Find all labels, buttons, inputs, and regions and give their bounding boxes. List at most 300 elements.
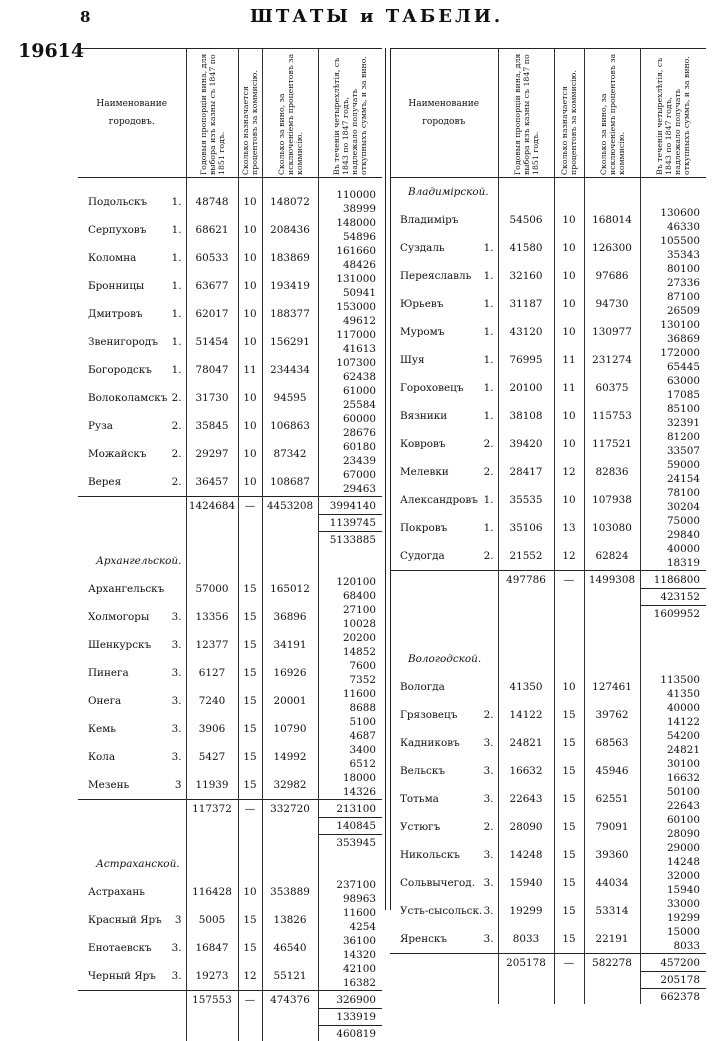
city-class: 3. [172, 723, 186, 735]
table-row [78, 743, 382, 771]
city-name: Кемь [88, 723, 116, 735]
amount-cell: 55121 [262, 962, 318, 991]
city-name: Переяславль [400, 270, 471, 282]
empty-cell [262, 850, 318, 878]
total-proportion: 497786 [498, 571, 554, 589]
city-cell [78, 384, 186, 412]
percent-cell: 10 [238, 188, 262, 216]
four-years-sum-2: 19299 [641, 911, 701, 925]
empty-cell [186, 850, 238, 878]
city-cell [390, 542, 498, 571]
percent-cell: 10 [238, 440, 262, 468]
four-years-sum-1: 59000 [641, 458, 701, 472]
city-name: Можайскъ [88, 448, 147, 460]
city-cell [78, 300, 186, 328]
proportion-cell: 21552 [498, 542, 554, 571]
table-row [78, 659, 382, 687]
city-class: 3. [484, 737, 498, 749]
amount-cell: 22191 [584, 925, 640, 954]
city-name: Верея [88, 476, 121, 488]
percent-cell: 15 [238, 659, 262, 687]
empty-cell [498, 645, 554, 673]
amount-cell: 234434 [262, 356, 318, 384]
empty-cell [640, 645, 706, 673]
four-years-cell [640, 841, 706, 869]
empty-cell [262, 515, 318, 532]
four-years-sum-1: 5100 [319, 715, 377, 729]
four-years-cell [640, 318, 706, 346]
four-years-sum-2: 4254 [319, 920, 377, 934]
left-table-header [78, 49, 382, 178]
proportion-cell: 22643 [498, 785, 554, 813]
proportion-cell: 57000 [186, 575, 238, 603]
empty-cell [584, 178, 640, 207]
proportion-cell: 3906 [186, 715, 238, 743]
city-class: 3. [484, 765, 498, 777]
amount-cell: 39360 [584, 841, 640, 869]
empty-cell [78, 515, 186, 532]
percent-cell: 15 [238, 603, 262, 631]
header-amount: Сколько за вино, за исключеніемъ процентовъ за коммисію. [262, 49, 318, 178]
city-class: 2. [484, 466, 498, 478]
empty-cell [390, 972, 498, 989]
amount-cell: 32982 [262, 771, 318, 800]
percent-cell: 15 [238, 575, 262, 603]
total-proportion: 157553 [186, 991, 238, 1009]
proportion-cell: 6127 [186, 659, 238, 687]
city-cell [390, 206, 498, 234]
percent-cell: 15 [238, 743, 262, 771]
city-cell [390, 374, 498, 402]
total-amount: 1499308 [584, 571, 640, 589]
total-row-2 [78, 818, 382, 835]
four-years-sum-2: 10028 [319, 617, 377, 631]
four-years-cell [318, 440, 382, 468]
empty-cell [186, 532, 238, 548]
four-years-sum-1: 18000 [319, 771, 377, 785]
four-years-cell [640, 262, 706, 290]
city-class: 2. [484, 709, 498, 721]
amount-cell: 44034 [584, 869, 640, 897]
total-sum-1: 326900 [318, 991, 382, 1009]
city-name: Усть-сысольск. [400, 905, 482, 917]
four-years-sum-2: 4687 [319, 729, 377, 743]
amount-cell: 14992 [262, 743, 318, 771]
four-years-sum-1: 42100 [319, 962, 377, 976]
total-sum-2: 1139745 [318, 515, 382, 532]
city-name: Суздаль [400, 242, 445, 254]
four-years-sum-1: 153000 [319, 300, 377, 314]
percent-cell: 11 [238, 356, 262, 384]
proportion-cell: 60533 [186, 244, 238, 272]
percent-cell: 15 [554, 701, 584, 729]
empty-cell [186, 835, 238, 851]
total-percent: — [554, 954, 584, 972]
percent-cell: 15 [554, 813, 584, 841]
percent-cell: 10 [238, 272, 262, 300]
city-name: Александровъ [400, 494, 478, 506]
four-years-cell [640, 897, 706, 925]
table-row [390, 486, 706, 514]
four-years-cell [318, 962, 382, 991]
city-name: Астрахань [88, 886, 145, 898]
four-years-cell [640, 346, 706, 374]
city-class: 1. [484, 382, 498, 394]
city-class: 3. [484, 905, 498, 917]
four-years-cell [640, 514, 706, 542]
proportion-cell: 68621 [186, 216, 238, 244]
percent-cell: 15 [554, 897, 584, 925]
city-cell [78, 934, 186, 962]
four-years-cell [318, 906, 382, 934]
four-years-cell [640, 374, 706, 402]
percent-cell: 15 [554, 841, 584, 869]
table-row [390, 514, 706, 542]
city-class: 1. [484, 326, 498, 338]
grand-total-row [78, 835, 382, 851]
table-row [390, 374, 706, 402]
empty-cell [238, 532, 262, 548]
total-row-2 [78, 515, 382, 532]
table-row [78, 878, 382, 906]
four-years-sum-1: 148000 [319, 216, 377, 230]
proportion-cell: 5427 [186, 743, 238, 771]
proportion-cell: 29297 [186, 440, 238, 468]
proportion-cell: 76995 [498, 346, 554, 374]
total-percent: — [554, 571, 584, 589]
spacer-cell [640, 621, 706, 645]
city-name: Судогда [400, 550, 445, 562]
four-years-sum-1: 11600 [319, 687, 377, 701]
proportion-cell: 24821 [498, 729, 554, 757]
city-cell [78, 603, 186, 631]
total-row [390, 954, 706, 972]
city-class: 3. [172, 970, 186, 982]
proportion-cell: 31187 [498, 290, 554, 318]
empty-cell [78, 818, 186, 835]
empty-cell [186, 515, 238, 532]
table-row [390, 346, 706, 374]
city-class: 3. [484, 933, 498, 945]
total-amount: 332720 [262, 800, 318, 818]
city-name: Руза [88, 420, 113, 432]
four-years-sum-1: 60100 [641, 813, 701, 827]
section-title: Владимірской. [390, 178, 498, 207]
total-row [78, 497, 382, 515]
four-years-sum-2: 23439 [319, 454, 377, 468]
city-cell [78, 328, 186, 356]
empty-cell [554, 589, 584, 606]
four-years-sum-2: 24154 [641, 472, 701, 486]
proportion-cell: 12377 [186, 631, 238, 659]
table-row [78, 715, 382, 743]
four-years-sum-1: 32000 [641, 869, 701, 883]
proportion-cell: 20100 [498, 374, 554, 402]
four-years-sum-2: 62438 [319, 370, 377, 384]
grand-total: 460819 [318, 1026, 382, 1041]
four-years-sum-2: 41350 [641, 687, 701, 701]
four-years-cell [318, 687, 382, 715]
amount-cell: 165012 [262, 575, 318, 603]
proportion-cell: 28417 [498, 458, 554, 486]
city-cell [78, 631, 186, 659]
table-row [78, 440, 382, 468]
proportion-cell: 16632 [498, 757, 554, 785]
percent-cell: 15 [238, 906, 262, 934]
table-row [390, 897, 706, 925]
proportion-cell: 5005 [186, 906, 238, 934]
table-row [78, 468, 382, 497]
empty-cell [186, 818, 238, 835]
city-cell [78, 962, 186, 991]
four-years-cell [640, 701, 706, 729]
proportion-cell: 14248 [498, 841, 554, 869]
four-years-sum-2: 28090 [641, 827, 701, 841]
city-name: Архангельскъ [88, 583, 164, 595]
spacer-cell [318, 178, 382, 189]
city-class: 1. [484, 242, 498, 254]
four-years-sum-2: 26509 [641, 304, 701, 318]
table-row [390, 402, 706, 430]
amount-cell: 62551 [584, 785, 640, 813]
four-years-sum-1: 130100 [641, 318, 701, 332]
city-name: Ковровъ [400, 438, 446, 450]
table-row [78, 412, 382, 440]
amount-cell: 231274 [584, 346, 640, 374]
city-name: Енотаевскъ [88, 942, 152, 954]
table-row [78, 244, 382, 272]
proportion-cell: 43120 [498, 318, 554, 346]
percent-cell: 10 [554, 262, 584, 290]
city-cell [390, 514, 498, 542]
four-years-sum-2: 38999 [319, 202, 377, 216]
total-proportion: 205178 [498, 954, 554, 972]
four-years-sum-2: 14122 [641, 715, 701, 729]
total-sum-1: 1186800 [640, 571, 706, 589]
empty-cell [390, 606, 498, 622]
city-name: Грязовецъ [400, 709, 457, 721]
table-row [78, 934, 382, 962]
city-class: 3. [484, 849, 498, 861]
city-name: Пинега [88, 667, 129, 679]
four-years-sum-1: 107300 [319, 356, 377, 370]
percent-cell: 13 [554, 514, 584, 542]
four-years-cell [318, 216, 382, 244]
spacer-cell [498, 621, 554, 645]
city-class: 1. [484, 494, 498, 506]
percent-cell: 10 [238, 244, 262, 272]
proportion-cell: 35106 [498, 514, 554, 542]
table-row [78, 603, 382, 631]
empty-cell [390, 989, 498, 1005]
percent-cell: 15 [238, 715, 262, 743]
percent-cell: 10 [238, 328, 262, 356]
percent-cell: 10 [238, 300, 262, 328]
page-number: 8 [80, 8, 90, 26]
four-years-cell [640, 430, 706, 458]
city-name: Яренскъ [400, 933, 447, 945]
city-name: Бронницы [88, 280, 144, 292]
city-name: Дмитровъ [88, 308, 143, 320]
grand-total-row [390, 606, 706, 622]
percent-cell: 10 [554, 673, 584, 701]
city-class: 3. [172, 942, 186, 954]
four-years-sum-1: 50100 [641, 785, 701, 799]
proportion-cell: 15940 [498, 869, 554, 897]
four-years-sum-2: 27336 [641, 276, 701, 290]
empty-cell [584, 589, 640, 606]
table-row [78, 328, 382, 356]
percent-cell: 15 [554, 729, 584, 757]
spacer-cell [554, 621, 584, 645]
city-name: Вельскъ [400, 765, 445, 777]
table-row [78, 575, 382, 603]
section-row [390, 645, 706, 673]
four-years-sum-1: 7600 [319, 659, 377, 673]
four-years-sum-2: 36869 [641, 332, 701, 346]
city-class: 1. [172, 336, 186, 348]
empty-cell [554, 989, 584, 1005]
total-sum-2: 140845 [318, 818, 382, 835]
four-years-sum-2: 8688 [319, 701, 377, 715]
four-years-sum-1: 67000 [319, 468, 377, 482]
four-years-sum-2: 32391 [641, 416, 701, 430]
table-row [390, 542, 706, 571]
four-years-cell [318, 356, 382, 384]
table-row [390, 813, 706, 841]
empty-cell [498, 589, 554, 606]
city-name: Подольскъ [88, 196, 147, 208]
city-name: Кола [88, 751, 115, 763]
four-years-sum-2: 8033 [641, 939, 701, 953]
four-years-sum-2: 68400 [319, 589, 377, 603]
empty-cell [318, 850, 382, 878]
four-years-sum-1: 110000 [319, 188, 377, 202]
four-years-sum-2: 30204 [641, 500, 701, 514]
empty-cell [262, 1026, 318, 1041]
city-cell [78, 356, 186, 384]
total-percent: — [238, 800, 262, 818]
grand-total: 353945 [318, 835, 382, 851]
proportion-cell: 41580 [498, 234, 554, 262]
city-class: 3. [172, 611, 186, 623]
total-sum-2: 423152 [640, 589, 706, 606]
empty-cell [78, 1009, 186, 1026]
city-cell [78, 743, 186, 771]
city-name: Вологда [400, 681, 445, 693]
city-cell [390, 701, 498, 729]
section-row [78, 547, 382, 575]
table-row [78, 962, 382, 991]
city-cell [78, 216, 186, 244]
four-years-cell [640, 813, 706, 841]
city-cell [390, 869, 498, 897]
table-row [78, 687, 382, 715]
percent-cell: 15 [238, 631, 262, 659]
city-cell [78, 659, 186, 687]
four-years-sum-2: 35343 [641, 248, 701, 262]
city-name: Никольскъ [400, 849, 460, 861]
table-row [78, 771, 382, 800]
four-years-sum-2: 14320 [319, 948, 377, 962]
four-years-sum-2: 15940 [641, 883, 701, 897]
percent-cell: 10 [554, 430, 584, 458]
proportion-cell: 7240 [186, 687, 238, 715]
city-class: 3. [172, 667, 186, 679]
table-row [78, 188, 382, 216]
city-cell [78, 687, 186, 715]
city-cell [390, 841, 498, 869]
four-years-cell [318, 631, 382, 659]
spacer-cell [238, 178, 262, 189]
four-years-cell [318, 300, 382, 328]
percent-cell: 15 [554, 785, 584, 813]
proportion-cell: 35535 [498, 486, 554, 514]
total-label-cell [78, 991, 186, 1009]
proportion-cell: 28090 [498, 813, 554, 841]
empty-cell [318, 547, 382, 575]
table-row [390, 757, 706, 785]
four-years-cell [318, 468, 382, 497]
four-years-sum-1: 172000 [641, 346, 701, 360]
empty-cell [640, 178, 706, 207]
four-years-cell [640, 458, 706, 486]
percent-cell: 12 [554, 458, 584, 486]
four-years-sum-2: 48426 [319, 258, 377, 272]
amount-cell: 193419 [262, 272, 318, 300]
archive-stamp-number: 19614 [18, 40, 84, 62]
city-cell [390, 402, 498, 430]
total-amount: 4453208 [262, 497, 318, 515]
four-years-sum-1: 81200 [641, 430, 701, 444]
empty-cell [262, 532, 318, 548]
city-name: Вязники [400, 410, 447, 422]
left-table [78, 48, 382, 1041]
table-row [390, 234, 706, 262]
spacer-cell [390, 621, 498, 645]
city-name: Онега [88, 695, 121, 707]
spacer-row [390, 621, 706, 645]
total-label-cell [78, 497, 186, 515]
city-cell [78, 878, 186, 906]
city-name: Холмогоры [88, 611, 149, 623]
four-years-sum-2: 14326 [319, 785, 377, 799]
proportion-cell: 36457 [186, 468, 238, 497]
four-years-sum-1: 11600 [319, 906, 377, 920]
city-class: 2. [172, 476, 186, 488]
four-years-cell [640, 785, 706, 813]
total-label-cell [390, 954, 498, 972]
city-class: 1. [172, 252, 186, 264]
amount-cell: 46540 [262, 934, 318, 962]
spacer-cell [186, 178, 238, 189]
city-cell [78, 188, 186, 216]
four-years-cell [318, 715, 382, 743]
four-years-sum-1: 54200 [641, 729, 701, 743]
city-class: 1. [172, 364, 186, 376]
spacer-cell [584, 621, 640, 645]
city-name: Шенкурскъ [88, 639, 151, 651]
city-class: 1. [172, 196, 186, 208]
section-row [78, 850, 382, 878]
empty-cell [584, 989, 640, 1005]
empty-cell [262, 547, 318, 575]
four-years-cell [318, 188, 382, 216]
city-class: 1. [484, 522, 498, 534]
city-class: 3. [484, 793, 498, 805]
four-years-sum-2: 6512 [319, 757, 377, 771]
amount-cell: 107938 [584, 486, 640, 514]
